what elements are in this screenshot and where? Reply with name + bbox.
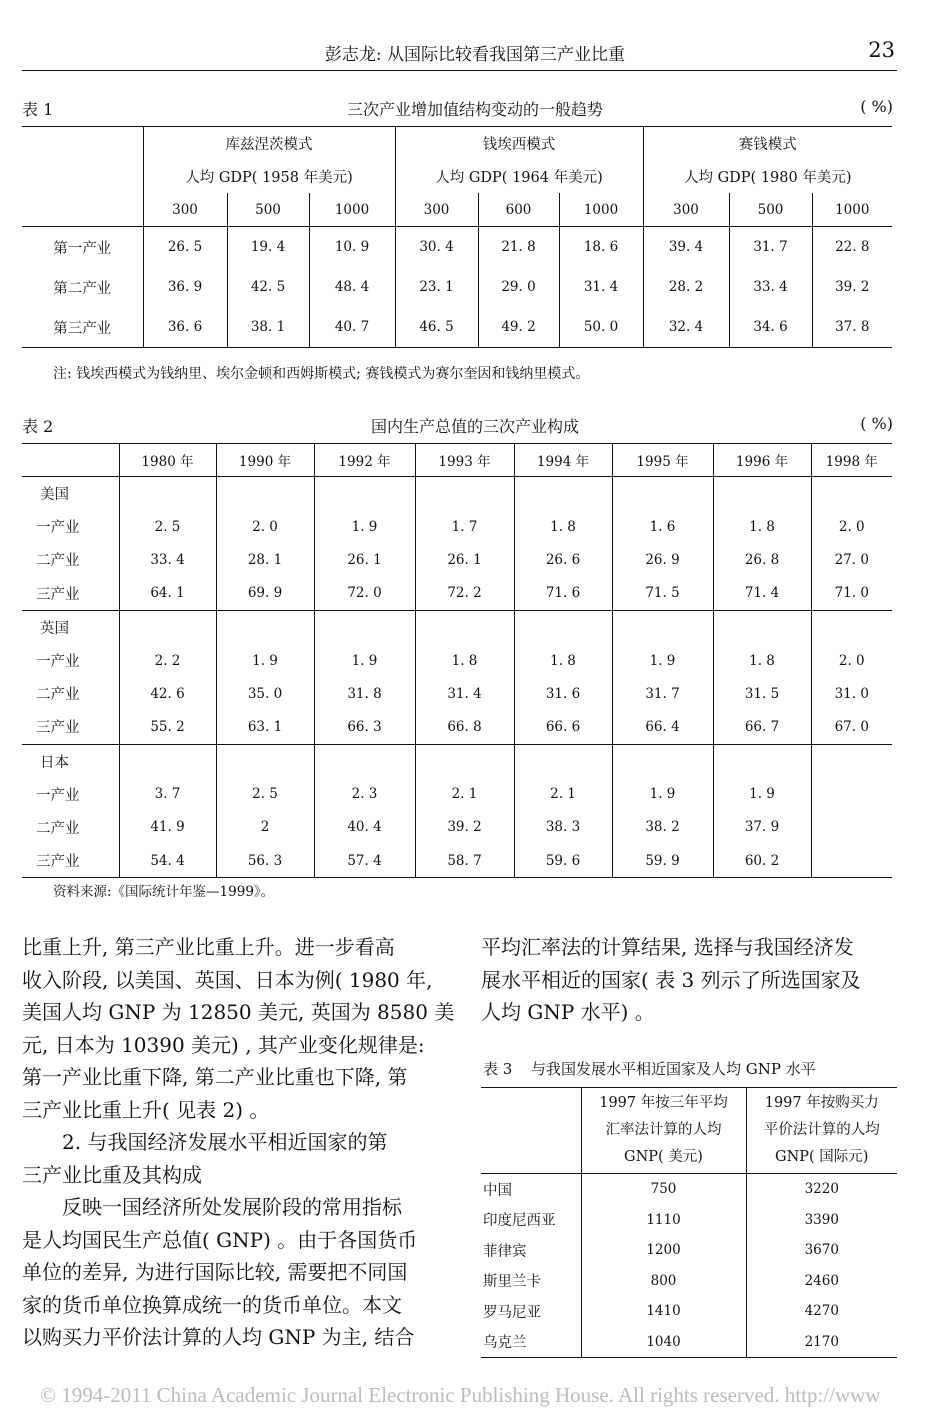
table-cell: 57. 4: [314, 844, 415, 878]
text-line: 收入阶段, 以美国、英国、日本为例( 1980 年,: [22, 967, 433, 992]
table-cell: 38. 1: [227, 307, 309, 348]
table1-note: 注: 钱埃西模式为钱纳里、埃尔金顿和西姆斯模式; 赛钱模式为赛尔奎因和钱纳里模式。: [53, 366, 590, 382]
table-cell: 1. 9: [314, 510, 415, 543]
table-row: [22, 577, 892, 611]
table-cell: 2. 2: [119, 644, 216, 677]
table-row: [22, 778, 892, 811]
table-cell: 19. 4: [227, 227, 309, 268]
table-cell: [811, 844, 892, 878]
table-cell: 54. 4: [119, 844, 216, 878]
table1-unit: ( %): [860, 97, 893, 116]
table-row: [481, 1174, 897, 1205]
table-cell: 2. 0: [811, 510, 892, 543]
table1-title: 三次产业增加值结构变动的一般趋势: [346, 100, 603, 119]
row-label: 二产业: [36, 820, 80, 837]
table-cell: 31. 4: [415, 677, 514, 710]
table-cell: 1. 9: [612, 644, 713, 677]
year-header: 1996 年: [713, 444, 811, 477]
text-line: 美国人均 GNP 为 12850 美元, 英国为 8580 美: [22, 1000, 455, 1024]
table-cell: 72. 2: [415, 577, 514, 611]
table1-level-header: 1000: [309, 193, 395, 227]
table-cell: 1. 9: [314, 644, 415, 677]
table-cell: 2170: [746, 1327, 897, 1358]
table-cell: 31. 5: [713, 677, 811, 710]
table-cell: 2. 0: [811, 644, 892, 677]
table-cell: 71. 5: [612, 577, 713, 611]
table1-level-header: 500: [227, 193, 309, 227]
table3-label: 表 3: [483, 1060, 513, 1078]
table1-level-header: 1000: [559, 193, 643, 227]
table-cell: 1110: [581, 1205, 746, 1236]
row-label: 三产业: [22, 710, 119, 744]
table-cell: 26. 9: [612, 543, 713, 576]
table2-title: 国内生产总值的三次产业构成: [370, 417, 579, 436]
country-name: 中国: [483, 1182, 512, 1199]
table-cell: 10. 9: [309, 227, 395, 268]
table-cell: 49. 2: [478, 307, 559, 348]
text-line: 展水平相近的国家( 表 3 列示了所选国家及: [481, 967, 861, 992]
table-cell: 1040: [581, 1327, 746, 1358]
table2-label: 表 2: [22, 417, 54, 436]
table-cell: 66. 8: [415, 710, 514, 744]
table-cell: 58. 7: [415, 844, 514, 878]
copyright-footer: © 1994-2011 China Academic Journal Electronic Publishing House. All rights reserved. http://www: [40, 1383, 881, 1407]
table-cell: 71. 0: [811, 577, 892, 611]
page-number: 23: [868, 38, 895, 62]
table-cell: 39. 2: [812, 267, 892, 307]
text-line: 反映一国经济所处发展阶段的常用指标: [62, 1195, 402, 1219]
table-cell: 2: [216, 811, 314, 844]
table-cell: 2. 3: [314, 778, 415, 811]
table1-group-sub: 人均 GDP( 1964 年美元): [395, 160, 643, 193]
year-header: 1992 年: [314, 444, 415, 477]
table1-corner: [22, 127, 143, 161]
table-cell: 26. 5: [143, 227, 227, 268]
table-cell: 750: [581, 1174, 746, 1205]
table-row: [481, 1266, 897, 1297]
table-cell: 30. 4: [395, 227, 478, 268]
year-header: 1990 年: [216, 444, 314, 477]
country-row: [22, 744, 892, 778]
text-line: 三产业比重及其构成: [22, 1162, 202, 1187]
table-cell: 1. 7: [415, 510, 514, 543]
table-cell: 60. 2: [713, 844, 811, 878]
country-name: 美国: [40, 487, 69, 504]
table-cell: 18. 6: [559, 227, 643, 268]
table3: [481, 1087, 897, 1358]
table-cell: 38. 3: [514, 811, 612, 844]
table-cell: 800: [581, 1266, 746, 1297]
table-cell: 66. 6: [514, 710, 612, 744]
table2-source: 资料来源:《国际统计年鉴—1999》。: [53, 884, 275, 900]
table3-col1-header: 1997 年按三年平均 汇率法计算的人均 GNP( 美元): [581, 1088, 746, 1174]
table-cell: 29. 0: [478, 267, 559, 307]
table-row: [481, 1296, 897, 1327]
table-row: [22, 510, 892, 543]
table-cell: 31. 7: [729, 227, 812, 268]
text-line: 元, 日本为 10390 美元) , 其产业变化规律是:: [22, 1032, 425, 1057]
year-header: 1998 年: [811, 444, 892, 477]
table-row: [22, 307, 892, 348]
table1-group: 钱埃西模式: [395, 127, 643, 161]
table-cell: 48. 4: [309, 267, 395, 307]
table-cell: 1. 8: [514, 644, 612, 677]
table-cell: 3. 7: [119, 778, 216, 811]
row-label: 一产业: [36, 654, 80, 671]
table-cell: 1. 8: [713, 510, 811, 543]
table-cell: 42. 5: [227, 267, 309, 307]
table-cell: 63. 1: [216, 710, 314, 744]
table-cell: 42. 6: [119, 677, 216, 710]
table-cell: 35. 0: [216, 677, 314, 710]
table2: [22, 443, 892, 878]
country-name: 英国: [40, 620, 69, 637]
text-line: 以购买力平价法计算的人均 GNP 为主, 结合: [22, 1325, 415, 1349]
table-cell: 27. 0: [811, 543, 892, 576]
country-row: [22, 477, 892, 511]
table-cell: 4270: [746, 1296, 897, 1327]
country-name: 罗马尼亚: [483, 1304, 541, 1321]
table-cell: 59. 6: [514, 844, 612, 878]
country-name: 斯里兰卡: [483, 1274, 541, 1291]
country-name: 日本: [40, 754, 69, 771]
table-cell: 71. 6: [514, 577, 612, 611]
table-cell: 72. 0: [314, 577, 415, 611]
table-cell: [811, 811, 892, 844]
table-cell: 39. 4: [643, 227, 729, 268]
table-cell: 31. 7: [612, 677, 713, 710]
table1-label: 表 1: [22, 100, 54, 119]
text-line: 第一产业比重下降, 第二产业比重也下降, 第: [22, 1065, 408, 1089]
text-line: 家的货币单位换算成统一的货币单位。本文: [22, 1292, 402, 1317]
country-name: 乌克兰: [483, 1335, 527, 1352]
table-row: [22, 267, 892, 307]
table-cell: 2. 0: [216, 510, 314, 543]
table-cell: 1. 9: [216, 644, 314, 677]
table-cell: 66. 7: [713, 710, 811, 744]
table-row: [22, 811, 892, 844]
table1-level-header: 300: [643, 193, 729, 227]
country-name: 菲律宾: [483, 1243, 527, 1260]
table1-group: 库兹涅茨模式: [143, 127, 395, 161]
body-left-column: [22, 931, 455, 1354]
table-cell: 26. 8: [713, 543, 811, 576]
table1-group-sub: 人均 GDP( 1980 年美元): [643, 160, 892, 193]
year-header: 1980 年: [119, 444, 216, 477]
table3-title: 与我国发展水平相近国家及人均 GNP 水平: [531, 1060, 816, 1078]
table-cell: 1. 8: [415, 644, 514, 677]
table-cell: 37. 8: [812, 307, 892, 348]
text-line: 人均 GNP 水平) 。: [481, 1000, 655, 1024]
text-line: 单位的差异, 为进行国际比较, 需要把不同国: [22, 1260, 408, 1284]
table-cell: 36. 9: [143, 267, 227, 307]
table-cell: 59. 9: [612, 844, 713, 878]
text-line: 比重上升, 第三产业比重上升。进一步看高: [22, 935, 395, 959]
table-cell: 26. 6: [514, 543, 612, 576]
table-cell: 66. 4: [612, 710, 713, 744]
table-cell: [811, 778, 892, 811]
table-cell: 66. 3: [314, 710, 415, 744]
row-label: 第二产业: [53, 280, 112, 297]
table-row: [481, 1235, 897, 1266]
table-cell: 1. 8: [713, 644, 811, 677]
year-header: 1994 年: [514, 444, 612, 477]
table1-level-header: 300: [143, 193, 227, 227]
table-cell: 40. 7: [309, 307, 395, 348]
table-cell: 3390: [746, 1205, 897, 1236]
table-cell: 31. 4: [559, 267, 643, 307]
table-row: [22, 543, 892, 576]
table-cell: 28. 2: [643, 267, 729, 307]
table-cell: 1. 9: [612, 778, 713, 811]
table-cell: 26. 1: [415, 543, 514, 576]
table1-level-header: 300: [395, 193, 478, 227]
row-label: 一产业: [36, 520, 80, 537]
text-line: 是人均国民生产总值( GNP) 。由于各国货币: [22, 1227, 418, 1252]
table-cell: 64. 1: [119, 577, 216, 611]
table-cell: 1. 6: [612, 510, 713, 543]
table-cell: 23. 1: [395, 267, 478, 307]
table-cell: 31. 8: [314, 677, 415, 710]
running-header-title: 彭志龙: 从国际比较看我国第三产业比重: [324, 45, 626, 65]
text-line: 平均汇率法的计算结果, 选择与我国经济发: [481, 935, 854, 959]
row-label: 三产业: [22, 577, 119, 611]
table-cell: 34. 6: [729, 307, 812, 348]
table1: [22, 126, 892, 348]
table-cell: 33. 4: [729, 267, 812, 307]
table-cell: 2. 5: [119, 510, 216, 543]
body-right-column: [481, 931, 899, 1029]
table1-level-header: 1000: [812, 193, 892, 227]
table-cell: 67. 0: [811, 710, 892, 744]
table-cell: 22. 8: [812, 227, 892, 268]
table-cell: 3220: [746, 1174, 897, 1205]
table-cell: 37. 9: [713, 811, 811, 844]
row-label: 二产业: [36, 553, 80, 570]
table-cell: 3670: [746, 1235, 897, 1266]
table-cell: 33. 4: [119, 543, 216, 576]
table-cell: 26. 1: [314, 543, 415, 576]
text-line: 2. 与我国经济发展水平相近国家的第: [62, 1130, 388, 1154]
country-name: 印度尼西亚: [483, 1213, 556, 1230]
table2-unit: ( %): [860, 414, 893, 433]
year-header: 1993 年: [415, 444, 514, 477]
table1-group: 赛钱模式: [643, 127, 892, 161]
table-row: [22, 644, 892, 677]
table-cell: 71. 4: [713, 577, 811, 611]
country-row: [22, 610, 892, 644]
table-cell: 55. 2: [119, 710, 216, 744]
table-cell: 1410: [581, 1296, 746, 1327]
table-cell: 38. 2: [612, 811, 713, 844]
row-label: 第三产业: [53, 320, 112, 337]
table-cell: 56. 3: [216, 844, 314, 878]
header-rule: [22, 70, 897, 71]
table-cell: 1200: [581, 1235, 746, 1266]
table1-level-header: 600: [478, 193, 559, 227]
table-cell: 50. 0: [559, 307, 643, 348]
table-cell: 31. 0: [811, 677, 892, 710]
table-row: [481, 1205, 897, 1236]
table-cell: 40. 4: [314, 811, 415, 844]
table-row: [22, 677, 892, 710]
table-cell: 2. 5: [216, 778, 314, 811]
table-cell: 46. 5: [395, 307, 478, 348]
table-cell: 31. 6: [514, 677, 612, 710]
row-label: 一产业: [36, 787, 80, 804]
table3-col2-header: 1997 年按购买力 平价法计算的人均 GNP( 国际元): [746, 1088, 897, 1174]
row-label: 第一产业: [53, 240, 112, 257]
table1-level-header: 500: [729, 193, 812, 227]
table-row: [481, 1327, 897, 1358]
table-cell: 21. 8: [478, 227, 559, 268]
table-cell: 2460: [746, 1266, 897, 1297]
table-cell: 1. 9: [713, 778, 811, 811]
text-line: 三产业比重上升( 见表 2) 。: [22, 1097, 270, 1122]
row-label: 二产业: [36, 687, 80, 704]
table-row: [22, 227, 892, 268]
table-cell: 39. 2: [415, 811, 514, 844]
table-cell: 28. 1: [216, 543, 314, 576]
table1-group-sub: 人均 GDP( 1958 年美元): [143, 160, 395, 193]
table-cell: 2. 1: [514, 778, 612, 811]
row-label: 三产业: [36, 854, 80, 871]
table-cell: 41. 9: [119, 811, 216, 844]
table-cell: 2. 1: [415, 778, 514, 811]
year-header: 1995 年: [612, 444, 713, 477]
table-cell: 69. 9: [216, 577, 314, 611]
table-cell: 36. 6: [143, 307, 227, 348]
table-row: [22, 844, 892, 878]
table-cell: 32. 4: [643, 307, 729, 348]
table-row: [22, 710, 892, 744]
table-cell: 1. 8: [514, 510, 612, 543]
